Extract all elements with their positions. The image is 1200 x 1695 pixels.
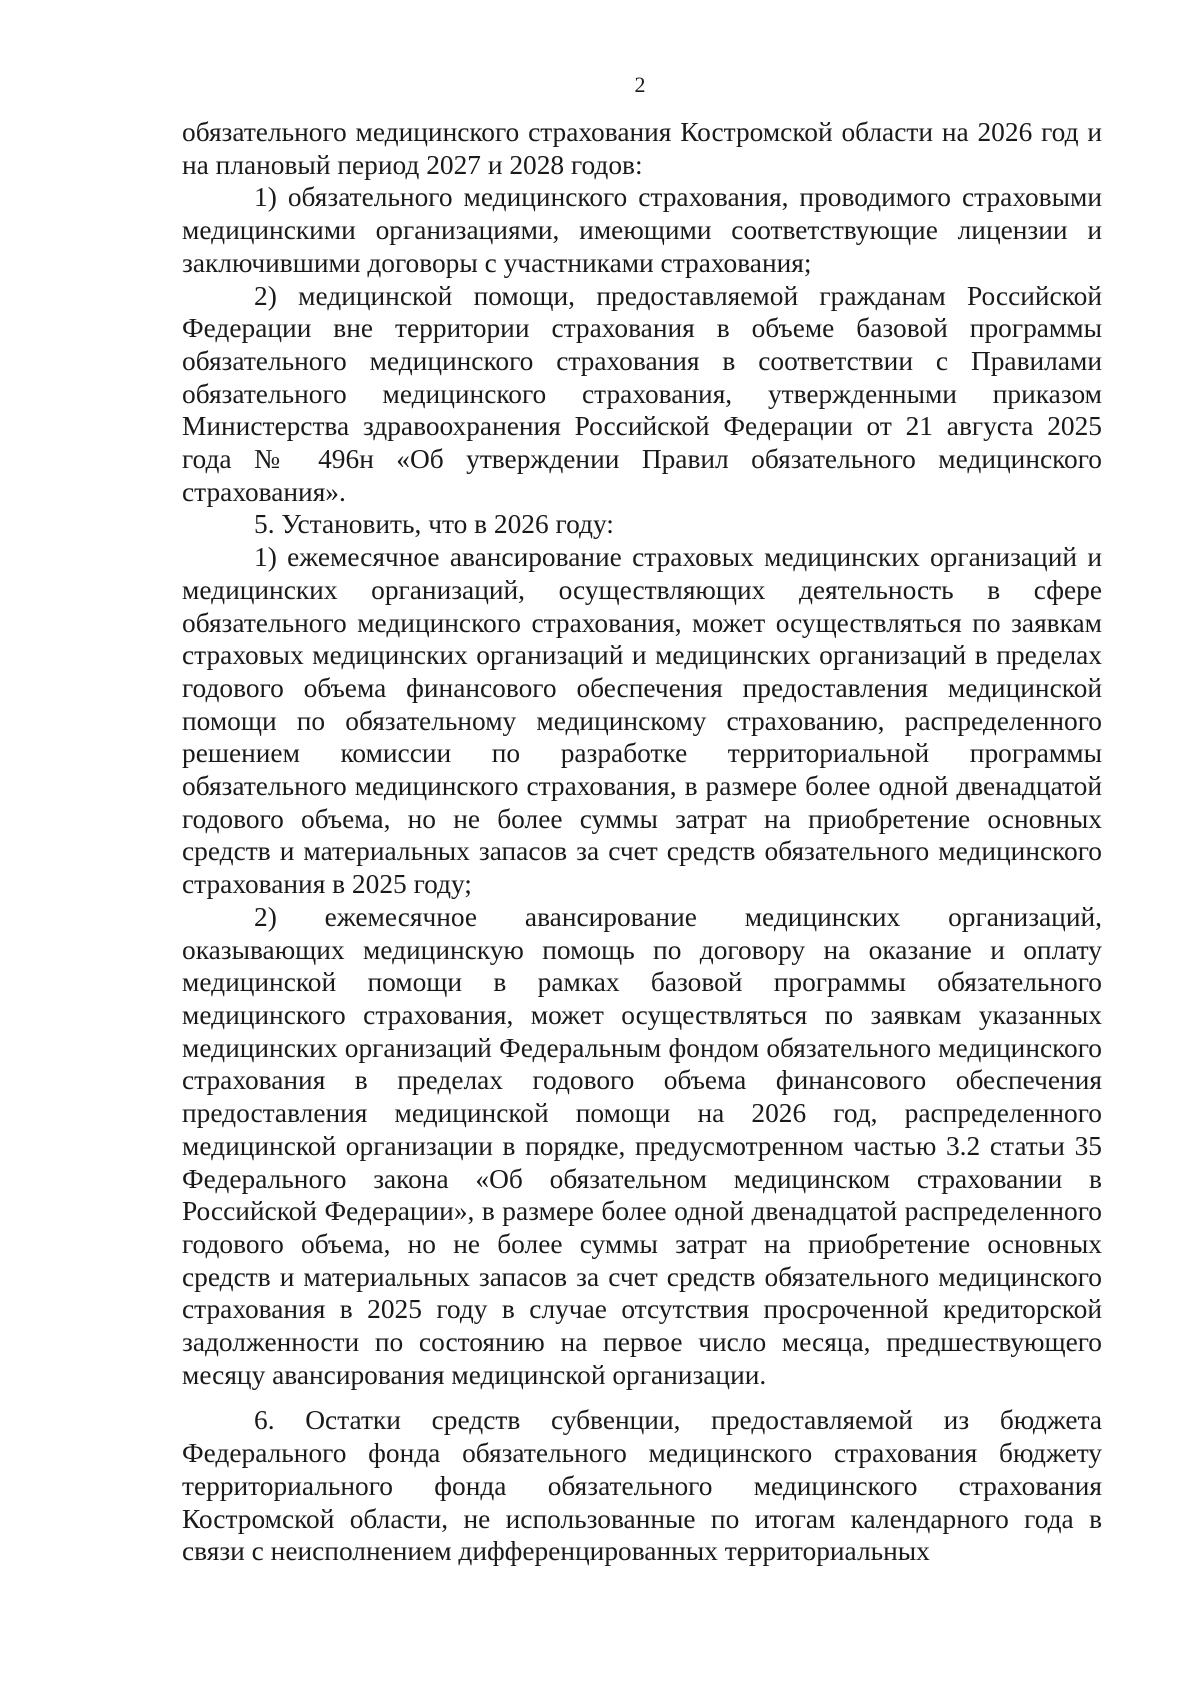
paragraph-section-5-item-2: 2) ежемесячное авансирование медицинских организаций, оказывающих медицинскую помощь по договору на оказание и оплату медицинской помощи в рамках базовой программы обязательного медицинского страхования, может осуществляться по заявкам указанных медицинских организаций Федеральным фондом обязательного медицинского страхования в пределах годового объема финансового обеспечения предоставления медицинской помощи на 2026 год, распределенного медицинской организации в порядке, предусмотренном частью 3.2 статьи 35 Федерального закона «Об обязательном медицинском страховании в Российской Федерации», в размере более одной двенадцатой распределенного годового объема, но не более суммы затрат на приобретение основных средств и материальных запасов за счет средств обязательного медицинского страхования в 2025 году в случае отсутствия просроченной кредиторской задолженности по состоянию на первое число месяца, предшествующего месяцу авансирования медицинской организации.: [182, 901, 1102, 1390]
paragraph-item-1-insurance: 1) обязательного медицинского страхования, проводимого страховыми медицинскими организациями, имеющими соответствующие лицензии и заключившими договоры с участниками страхования;: [182, 182, 1102, 278]
paragraph-continuation: обязательного медицинского страхования Костромской области на 2026 год и на плановый период 2027 и 2028 годов:: [182, 117, 1102, 180]
page-number: 2: [634, 72, 646, 97]
paragraph-section-6: 6. Остатки средств субвенции, предоставляемой из бюджета Федерального фонда обязательного медицинского страхования бюджету территориального фонда обязательного медицинского страхования Костромской области, не использованные по итогам календарного года в связи с неисполнением дифференцированных территориальных: [182, 1405, 1102, 1567]
paragraph-section-5-heading: 5. Установить, что в 2026 году:: [254, 509, 614, 540]
paragraph-section-5-item-1: 1) ежемесячное авансирование страховых медицинских организаций и медицинских организаций, осуществляющих деятельность в сфере обязательного медицинского страхования, может осуществляться по заявкам страховых медицинских организаций и медицинских организаций в пределах годового объема финансового обеспечения предоставления медицинской помощи по обязательному медицинскому страхованию, распределенного решением комиссии по разработке территориальной программы обязательного медицинского страхования, в размере более одной двенадцатой годового объема, но не более суммы затрат на приобретение основных средств и материальных запасов за счет средств обязательного медицинского страхования в 2025 году;: [182, 542, 1102, 900]
paragraph-item-2-medical-care: 2) медицинской помощи, предоставляемой гражданам Российской Федерации вне территории страхования в объеме базовой программы обязательного медицинского страхования в соответствии с Правилами обязательного медицинского страхования, утвержденными приказом Министерства здравоохранения Российской Федерации от 21 августа 2025 года № 496н «Об утверждении Правил обязательного медицинского страхования».: [182, 280, 1102, 507]
document-body: [182, 116, 1102, 1568]
